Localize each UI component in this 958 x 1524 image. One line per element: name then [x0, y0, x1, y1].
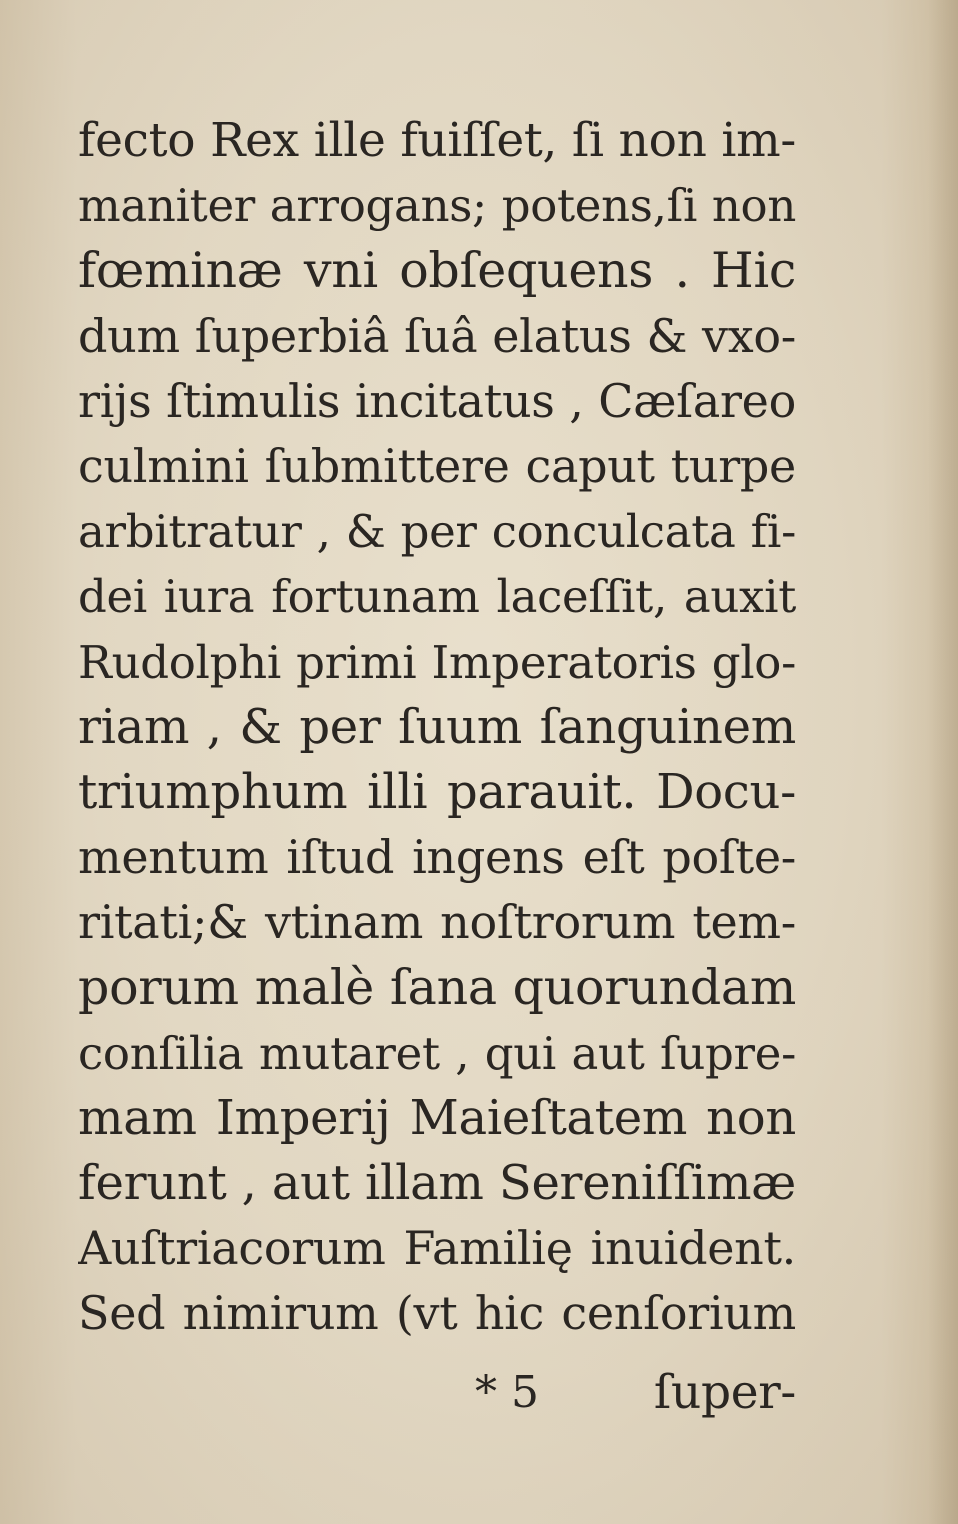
text-line-11: triumphum illi parauit. Docu-: [78, 763, 796, 820]
text-line-18: Auſtriacorum Familię inuident.: [78, 1221, 796, 1276]
page-text: [78, 108, 796, 1347]
text-line-9: Rudolphi primi Imperatoris glo-: [78, 635, 796, 689]
text-line-19: Sed nimirum (vt hic cenſorium: [78, 1286, 796, 1341]
text-line-4: dum ſuperbiâ ſuâ elatus & vxo-: [78, 308, 796, 363]
text-line-15: conſilia mutaret , qui aut ſupre-: [78, 1026, 796, 1080]
text-line-8: dei iura fortunam laceſſit, auxit: [78, 570, 796, 624]
catchword: ſuper-: [653, 1365, 796, 1420]
signature-mark: * 5: [475, 1367, 539, 1418]
text-line-5: rijs ſtimulis incitatus , Cæſareo: [78, 373, 796, 428]
text-line-2: maniter arrogans; potens,ſi non: [78, 179, 796, 233]
text-line-1: fecto Rex ille fuiſſet, ſi non im-: [78, 113, 796, 168]
text-line-7: arbitratur , & per conculcata fi-: [78, 505, 796, 559]
text-line-3: fœminæ vni obſequens . Hic: [78, 242, 796, 300]
text-line-10: riam , & per ſuum ſanguinem: [78, 698, 796, 755]
text-line-6: culmini ſubmittere caput turpe: [78, 438, 796, 493]
text-line-16: mam Imperij Maieſtatem non: [78, 1089, 796, 1146]
text-line-14: porum malè ſana quorundam: [78, 959, 796, 1017]
text-line-17: ferunt , aut illam Sereniſſimæ: [78, 1155, 796, 1211]
text-line-12: mentum iſtud ingens eſt poſte-: [78, 830, 796, 885]
text-line-13: ritati;& vtinam noſtrorum tem-: [78, 895, 796, 950]
page-footer: [78, 1358, 796, 1428]
